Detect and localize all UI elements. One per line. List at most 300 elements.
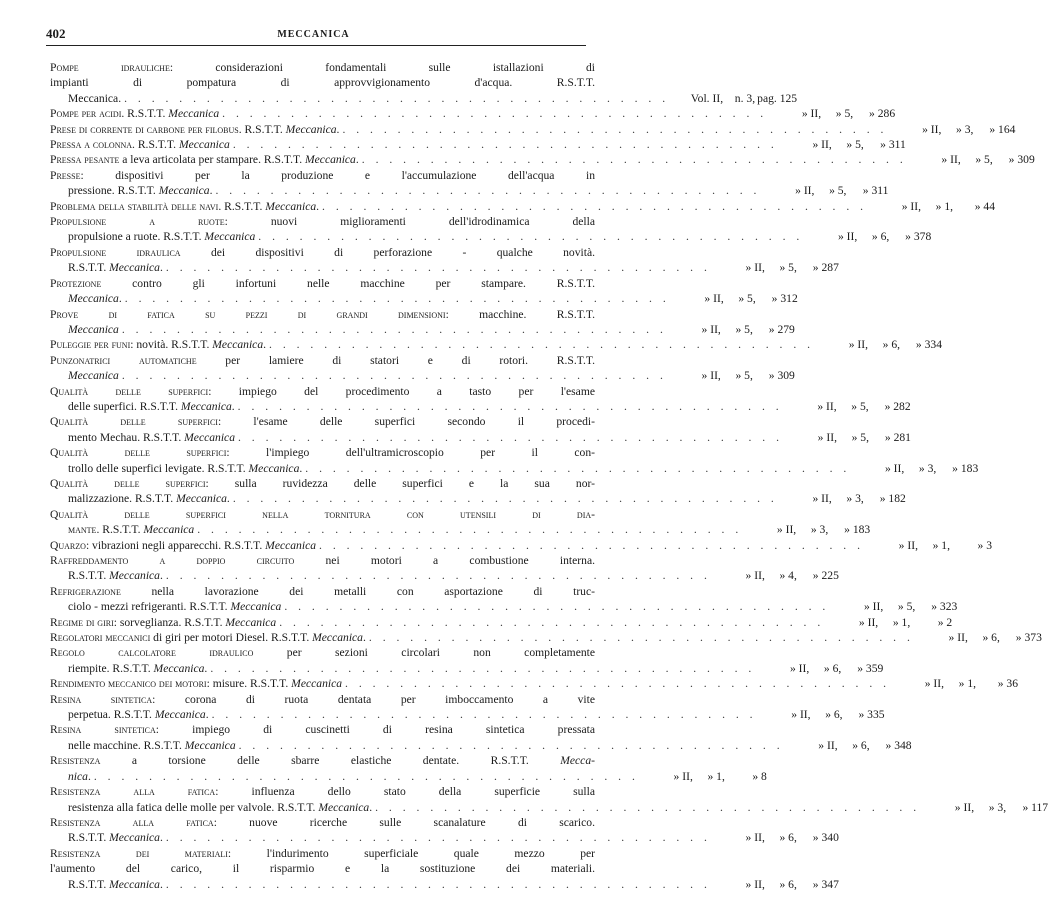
ref-volume: » II, (837, 230, 858, 244)
ref-page: » 311 (880, 138, 906, 152)
entry-heading: Qualità delle superfici (50, 415, 218, 429)
entry-line (50, 692, 595, 707)
entry-description: delle superfici. R.S.T.T. (68, 399, 181, 413)
ref-volume: » II, (795, 184, 815, 198)
ref-volume: » II, (884, 461, 905, 475)
ref-page: » 182 (879, 492, 906, 506)
index-entry (50, 214, 932, 245)
entry-heading: Puleggie per funi (50, 338, 131, 352)
entry-heading: Resistenza alla fatica (50, 815, 214, 829)
entry-description: impianti di pompatura di approvvigionamento d'acqua. R.S.T.T. (50, 76, 595, 90)
journal-title: Meccanica (109, 877, 160, 891)
journal-title: Meccanica (178, 138, 230, 152)
entry-description: : sorveglianza. R.S.T.T. (113, 615, 226, 629)
entry-line (50, 784, 595, 799)
dot-leader: . . . . . . . . . . . . . . . . . . . . . . . . . . . . . . . . . . . . . . . . (342, 122, 888, 136)
entry-description: . R.S.T.T. (218, 199, 266, 213)
ref-volume: » II, (848, 338, 869, 352)
ref-volume: » II, (745, 831, 765, 845)
volume-reference (786, 430, 911, 445)
entry-heading: Rendimento meccanico dei motori (50, 677, 207, 691)
index-entry (50, 846, 839, 892)
index-entry (50, 60, 798, 106)
entry-line (50, 60, 595, 75)
dot-leader: . . . . . . . . . . . . . . . . . . . . . . . . . . . . . . . . . . . . . . . . (165, 877, 711, 891)
ref-volume: » II, (789, 661, 810, 675)
dot-leader: . . . . . . . . . . . . . . . . . . . . . . . . . . . . . . . . . . . . . . . . (124, 91, 670, 105)
ref-volume: » II, (941, 153, 961, 167)
entry-line (50, 584, 595, 599)
ref-page: » 286 (869, 107, 896, 121)
index-entry (50, 276, 798, 307)
entry-text (68, 91, 121, 106)
entry-punct: . (362, 631, 366, 645)
entry-heading: Regime di giri (50, 615, 114, 629)
ref-page: » 309 (1008, 153, 1035, 167)
index-entry (50, 122, 1016, 137)
ref-volume: » II, (673, 769, 693, 783)
journal-title: Meccanica (109, 569, 160, 583)
entry-description: : l'impiego dell'ultramicroscopio per il con- (226, 446, 595, 460)
entry-line (50, 276, 595, 291)
entry-text (50, 106, 219, 121)
ref-page: » 3 (977, 538, 992, 552)
entry-heading: Qualità delle superfici (50, 384, 209, 398)
running-title: MECCANICA (277, 29, 350, 40)
journal-title: Meccanica (154, 708, 206, 722)
entry-last-line (50, 91, 798, 106)
entry-last-line (50, 538, 992, 553)
entry-text (68, 830, 163, 845)
ref-volume: » II, (817, 399, 837, 413)
entry-description: . R.S.T.T. (96, 523, 144, 537)
entry-punct: . (159, 877, 163, 891)
ref-volume: » II, (704, 292, 724, 306)
ref-issue: » 5, (735, 322, 753, 336)
entry-text (50, 754, 595, 767)
index-entry (50, 152, 1035, 167)
entry-description: trollo delle superfici levigate. R.S.T.T. (68, 461, 249, 475)
ref-volume: » II, (948, 631, 968, 645)
ref-page: » 2 (937, 615, 953, 629)
journal-title: Meccanica (180, 399, 232, 413)
entry-text (50, 816, 595, 829)
entry-description: : corona di ruota dentata per imboccamento a vite (152, 692, 595, 706)
index-list (50, 60, 1048, 892)
index-entry (50, 476, 906, 507)
ref-page: » 373 (1015, 631, 1042, 645)
dot-leader: . . . . . . . . . . . . . . . . . . . . . . . . . . . . . . . . . . . . . . . . (165, 569, 711, 583)
entry-description: resistenza alla fatica delle molle per valvole. R.S.T.T. (68, 800, 319, 814)
journal-title: Meccanica (204, 230, 256, 244)
volume-reference (670, 368, 795, 383)
ref-page: » 334 (915, 338, 943, 352)
ref-volume: Vol. II, (690, 91, 724, 105)
dot-leader: . . . . . . . . . . . . . . . . . . . . . . . . . . . . . . . . . . . . . . . . (211, 708, 757, 722)
entry-description: : sulla ruvidezza delle superfici e la sua nor- (205, 476, 595, 490)
index-entry (50, 553, 839, 584)
entry-text (68, 661, 207, 676)
entry-description: R.S.T.T. (68, 831, 110, 845)
dot-leader: . . . . . . . . . . . . . . . . . . . . . . . . . . . . . . . . . . . . . . . . (165, 261, 711, 275)
entry-description: nei motori a combustione interna. (294, 554, 595, 567)
ref-issue: » 1, (935, 199, 954, 213)
journal-title: nica (68, 769, 88, 783)
journal-title: Meccanica (143, 523, 195, 537)
ref-volume: » II, (701, 322, 721, 336)
volume-reference (714, 568, 839, 583)
entry-heading: Resina sintetica (50, 723, 156, 737)
index-entry (50, 106, 896, 121)
entry-text (50, 61, 595, 74)
entry-description: malizzazione. R.S.T.T. (68, 492, 177, 506)
entry-text (50, 76, 595, 89)
volume-reference (781, 137, 906, 152)
entry-description: ciolo - mezzi refrigeranti. R.S.T.T. (68, 600, 231, 614)
entry-text (50, 630, 366, 645)
ref-issue: » 5, (779, 261, 797, 275)
entry-text (50, 477, 595, 490)
entry-text (50, 646, 595, 659)
entry-text (50, 137, 230, 152)
journal-title: Mecca- (560, 754, 595, 768)
entry-punct: . (118, 292, 122, 306)
entry-heading: Prove di fatica su pezzi di grandi dimensioni (50, 307, 446, 321)
ref-volume: » II, (922, 122, 942, 136)
index-entry (50, 784, 1048, 815)
ref-page: » 225 (812, 569, 839, 583)
entry-text (50, 308, 595, 321)
journal-title: Meccanica (285, 122, 337, 136)
volume-reference (893, 676, 1018, 691)
ref-issue: » 6, (852, 738, 870, 752)
entry-last-line (50, 137, 906, 152)
ref-issue: » 5, (897, 600, 916, 614)
entry-last-line (50, 800, 1048, 815)
entry-text (68, 707, 209, 722)
entry-description: perpetua. R.S.T.T. (68, 708, 155, 722)
volume-reference (917, 630, 1042, 645)
entry-punct: . (209, 184, 213, 198)
entry-last-line (50, 229, 932, 244)
index-entry (50, 584, 958, 615)
ref-issue: » 3, (846, 492, 864, 506)
entry-punct: . (226, 492, 230, 506)
entry-text (68, 291, 122, 306)
entry-description: per sezioni circolari non completamente (253, 646, 595, 660)
ref-page: » 279 (768, 322, 795, 336)
journal-title: Meccanica (248, 461, 300, 475)
entry-text (50, 385, 595, 398)
entry-text (50, 215, 595, 228)
entry-text (68, 522, 194, 537)
dot-leader: . . . . . . . . . . . . . . . . . . . . . . . . . . . . . . . . . . . . . . . . (361, 153, 907, 167)
ref-page: » 183 (844, 523, 871, 537)
dot-leader: . . . . . . . . . . . . . . . . . . . . . . . . . . . . . . . . . . . . . . . . (237, 399, 783, 413)
volume-reference (781, 491, 906, 506)
entry-line (50, 815, 595, 830)
ref-page: » 36 (997, 677, 1019, 691)
ref-page: » 323 (931, 600, 958, 614)
ref-volume: » II, (745, 877, 765, 891)
entry-text (50, 354, 595, 367)
volume-reference (672, 91, 797, 106)
journal-title: Meccanica (225, 615, 277, 629)
entry-last-line (50, 707, 885, 722)
entry-line (50, 753, 595, 768)
entry-last-line (50, 291, 798, 306)
ref-issue: n. 3, (734, 91, 756, 105)
entry-line (50, 722, 595, 737)
dot-leader: . . . . . . . . . . . . . . . . . . . . . . . . . . . . . . . . . . . . . . . . (284, 600, 830, 614)
journal-title: Meccanica (212, 338, 264, 352)
entry-line (50, 476, 595, 491)
entry-heading: Resistenza dei materiali (50, 846, 228, 860)
ref-volume: » II, (801, 107, 822, 121)
entry-text (68, 430, 235, 445)
entry-line (50, 75, 595, 90)
ref-issue: » 6, (882, 338, 901, 352)
entry-punct: . (87, 769, 91, 783)
entry-description: R.S.T.T. (68, 877, 110, 891)
volume-reference (770, 106, 895, 121)
dot-leader: . . . . . . . . . . . . . . . . . . . . . . . . . . . . . . . . . . . . . . . . (121, 322, 667, 336)
entry-last-line (50, 183, 889, 198)
entry-text (68, 322, 119, 337)
entry-last-line (50, 738, 912, 753)
dot-leader: . . . . . . . . . . . . . . . . . . . . . . . . . . . . . . . . . . . . . . . . (305, 461, 851, 475)
entry-description: Meccanica. (68, 91, 122, 105)
entry-last-line (50, 337, 943, 352)
ref-issue: » 3, (988, 800, 1007, 814)
ref-issue: » 1, (707, 769, 725, 783)
entry-description: di giri per motori Diesel. R.S.T.T. (150, 631, 313, 645)
entry-last-line (50, 599, 958, 614)
volume-reference (806, 229, 931, 244)
entry-text (68, 769, 91, 784)
entry-text (50, 122, 339, 137)
entry-text (50, 538, 316, 553)
volume-reference (745, 522, 870, 537)
journal-title: Meccanica (291, 677, 343, 691)
ref-volume: » II, (745, 569, 765, 583)
ref-page: » 335 (858, 708, 885, 722)
entry-text (50, 676, 342, 691)
entry-last-line (50, 430, 911, 445)
entry-heading: Raffreddamento a doppio circuito (50, 554, 295, 567)
entry-last-line (50, 676, 1019, 691)
ref-issue: » 3, (810, 523, 829, 537)
entry-last-line (50, 830, 839, 845)
dot-leader: . . . . . . . . . . . . . . . . . . . . . . . . . . . . . . . . . . . . . . . . (215, 184, 761, 198)
entry-text (50, 169, 595, 182)
entry-last-line (50, 122, 1016, 137)
entry-text (50, 862, 595, 875)
entry-last-line (50, 522, 871, 537)
volume-reference (890, 122, 1015, 137)
index-entry (50, 337, 943, 352)
ref-volume: » II, (812, 138, 832, 152)
journal-title: Meccanica (230, 600, 282, 614)
entry-text (68, 399, 235, 414)
entry-last-line (50, 199, 996, 214)
ref-volume: » II, (924, 677, 945, 691)
entry-last-line (50, 568, 839, 583)
entry-punct: . (369, 800, 373, 814)
entry-punct: . (231, 399, 235, 413)
entry-punct: . (355, 153, 359, 167)
dot-leader: . . . . . . . . . . . . . . . . . . . . . . . . . . . . . . . . . . . . . . . . (238, 430, 783, 444)
entry-line (50, 861, 595, 876)
journal-title: Meccanica (305, 153, 356, 167)
entry-text (50, 152, 359, 167)
ref-page: » 312 (771, 292, 798, 306)
ref-issue: » 5, (738, 292, 756, 306)
ref-volume: » II, (776, 523, 797, 537)
entry-text (68, 599, 281, 614)
volume-reference (760, 707, 885, 722)
entry-heading: Qualità delle superfici nella tornitura con utensili di dia- (50, 507, 595, 521)
dot-leader: . . . . . . . . . . . . . . . . . . . . . . . . . . . . . . . . . . . . . . . . (322, 199, 868, 213)
ref-volume: » II, (954, 800, 975, 814)
ref-page: » 281 (884, 430, 911, 444)
ref-volume: » II, (812, 492, 832, 506)
dot-leader: . . . . . . . . . . . . . . . . . . . . . . . . . . . . . . . . . . . . . . . . (197, 523, 743, 537)
entry-line (50, 414, 595, 429)
ref-page: pag. 125 (757, 91, 798, 105)
entry-text (50, 615, 276, 630)
entry-text (50, 199, 319, 214)
entry-line (50, 507, 595, 522)
dot-leader: . . . . . . . . . . . . . . . . . . . . . . . . . . . . . . . . . . . . . . . . (345, 677, 891, 691)
journal-title: Meccanica (68, 369, 119, 383)
ref-page: » 282 (884, 399, 911, 413)
entry-description: nelle macchine. R.S.T.T. (68, 738, 185, 752)
volume-reference (670, 322, 795, 337)
entry-punct: . (263, 338, 267, 352)
entry-text (50, 554, 595, 567)
entry-heading: Protezione (50, 276, 102, 290)
index-entry (50, 307, 795, 338)
page-number: 402 (46, 26, 66, 41)
entry-punct: . (159, 569, 163, 583)
journal-title: Meccanica (158, 184, 210, 198)
entry-description: nella lavorazione dei metalli con asportazione di truc- (120, 584, 595, 598)
index-entry (50, 630, 1042, 645)
entry-heading: Punzonatrici automatiche (50, 353, 197, 367)
journal-title: Meccanica (176, 492, 227, 506)
ref-issue: » 6, (982, 631, 1000, 645)
index-entry (50, 676, 1019, 691)
journal-title: Meccanica (109, 261, 160, 275)
entry-last-line (50, 769, 767, 784)
ref-issue: » 1, (958, 677, 977, 691)
index-entry (50, 645, 884, 676)
dot-leader: . . . . . . . . . . . . . . . . . . . . . . . . . . . . . . . . . . . . . . . . (121, 369, 667, 383)
ref-issue: » 6, (779, 877, 797, 891)
journal-title: Meccanica (68, 292, 119, 306)
volume-reference (714, 830, 839, 845)
ref-issue: » 5, (835, 107, 854, 121)
entry-line (50, 645, 595, 660)
entry-punct: . (204, 661, 208, 675)
ref-page: » 309 (768, 369, 795, 383)
entry-line (50, 445, 595, 460)
entry-line (50, 307, 595, 322)
volume-reference (673, 291, 798, 306)
index-entry (50, 137, 906, 152)
entry-last-line (50, 630, 1042, 645)
ref-issue: » 6, (779, 831, 797, 845)
entry-text (68, 877, 163, 892)
entry-heading: mante (68, 523, 97, 537)
volume-reference (786, 399, 911, 414)
index-entry (50, 815, 839, 846)
dot-leader: . . . . . . . . . . . . . . . . . . . . . . . . . . . . . . . . . . . . . . . . (124, 292, 670, 306)
entry-description: . R.S.T.T. (121, 107, 169, 121)
entry-description: propulsione a ruote. R.S.T.T. (68, 230, 205, 244)
dot-leader: . . . . . . . . . . . . . . . . . . . . . . . . . . . . . . . . . . . . . . . . (232, 492, 778, 506)
dot-leader: . . . . . . . . . . . . . . . . . . . . . . . . . . . . . . . . . . . . . . . . (93, 769, 639, 783)
dot-leader: . . . . . . . . . . . . . . . . . . . . . . . . . . . . . . . . . . . . . . . . (210, 661, 756, 675)
entry-punct: . (336, 122, 340, 136)
volume-reference (923, 800, 1048, 815)
ref-volume: » II, (701, 369, 721, 383)
ref-issue: » 6, (823, 661, 842, 675)
ref-volume: » II, (791, 708, 811, 722)
entry-description: : nuovi miglioramenti dell'idrodinamica della (224, 215, 595, 229)
dot-leader: . . . . . . . . . . . . . . . . . . . . . . . . . . . . . . . . . . . . . . . . (375, 800, 921, 814)
entry-description: R.S.T.T. (68, 569, 110, 583)
journal-title: Meccanica (184, 738, 236, 752)
entry-last-line (50, 322, 795, 337)
entry-line (50, 553, 595, 568)
entry-description: : macchine. R.S.T.T. (445, 307, 595, 321)
entry-punct: . (299, 461, 303, 475)
entry-description: : l'esame delle superfici secondo il procedi- (217, 415, 595, 429)
journal-title: Meccanica (184, 430, 235, 444)
ref-page: » 347 (812, 877, 839, 891)
entry-heading: Propulsione idraulica (50, 245, 181, 259)
ref-page: » 164 (989, 122, 1016, 136)
index-entry (50, 692, 885, 723)
journal-title: Meccanica (265, 538, 317, 552)
ref-volume: » II, (745, 261, 765, 275)
entry-description: riempite. R.S.T.T. (68, 661, 154, 675)
journal-title: Meccanica (68, 322, 119, 336)
ref-issue: » 5, (846, 138, 864, 152)
entry-last-line (50, 106, 896, 121)
header-rule (46, 45, 586, 46)
entry-text (68, 229, 255, 244)
entry-description: pressione. R.S.T.T. (68, 184, 159, 198)
entry-text (68, 461, 302, 476)
ref-page: » 359 (857, 661, 884, 675)
entry-heading: Quarzo (50, 538, 86, 552)
entry-description: l'aumento del carico, il risparmio e la sostituzione dei materiali. (50, 862, 595, 876)
journal-title: Meccanica (265, 199, 317, 213)
ref-issue: » 6, (825, 708, 843, 722)
entry-text (50, 277, 595, 290)
ref-issue: » 5, (975, 153, 993, 167)
journal-title: Meccanica (109, 831, 160, 845)
entry-description: : dispositivi per la produzione e l'accumulazione dell'acqua in (80, 168, 595, 182)
entry-description: : novità. R.S.T.T. (130, 338, 213, 352)
entry-heading: Resistenza (50, 754, 101, 768)
ref-issue: » 4, (779, 569, 797, 583)
dot-leader: . . . . . . . . . . . . . . . . . . . . . . . . . . . . . . . . . . . . . . . . (269, 338, 815, 352)
entry-text (68, 260, 163, 275)
